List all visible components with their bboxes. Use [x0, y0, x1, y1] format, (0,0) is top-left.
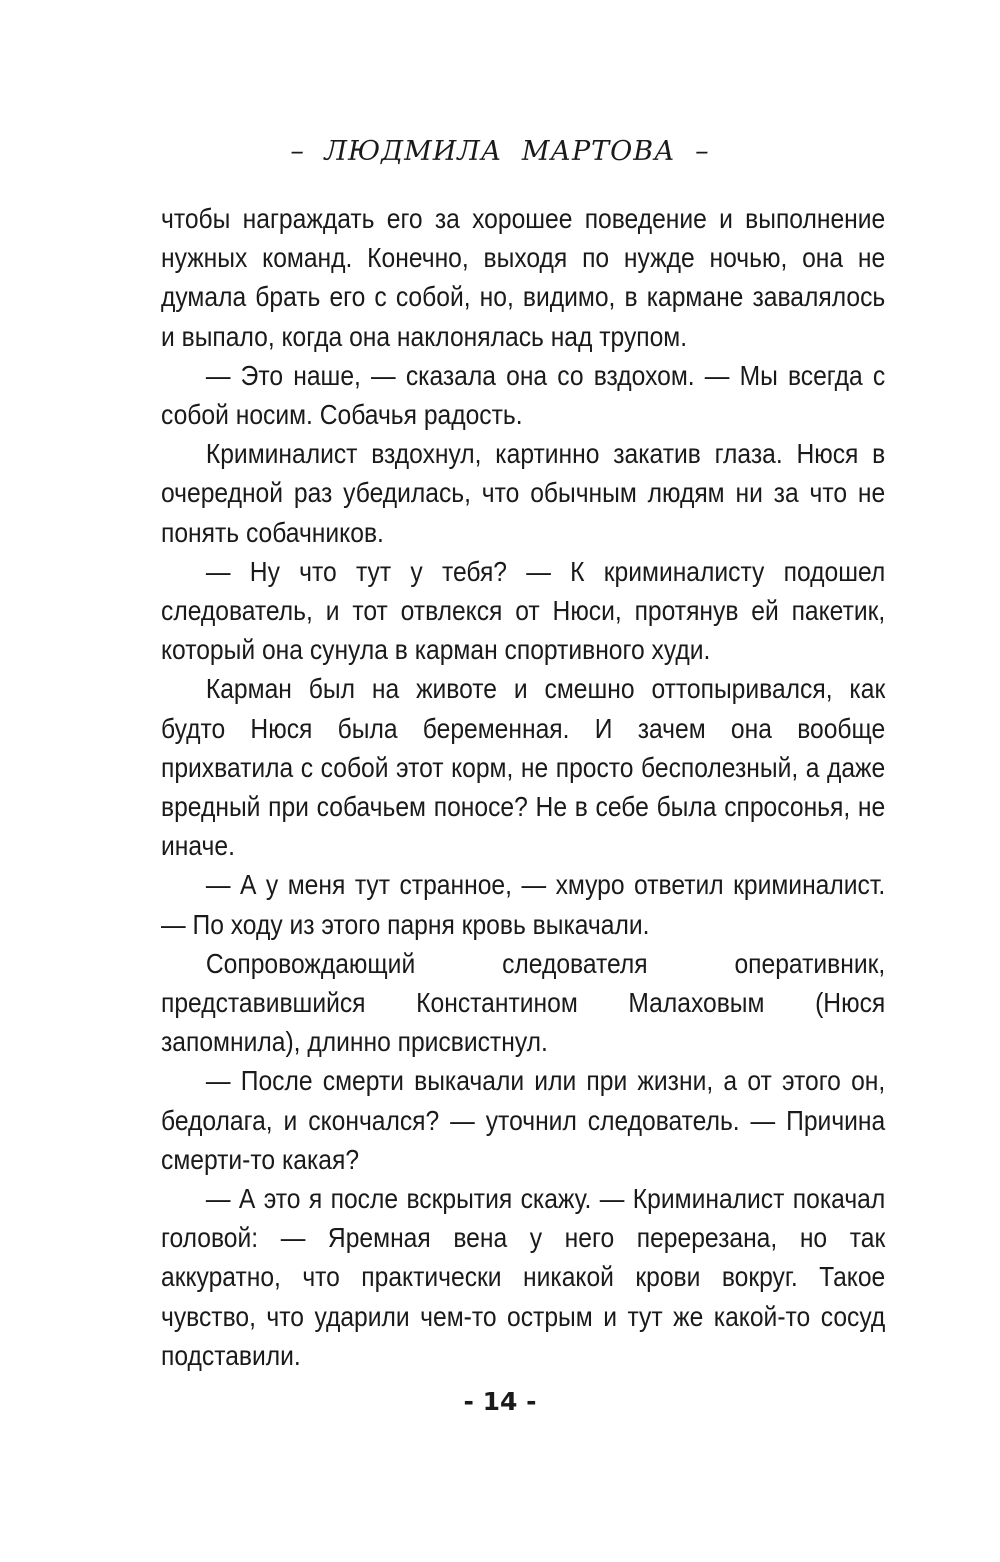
running-head: – ЛЮДМИЛА МАРТОВА – — [290, 136, 710, 167]
paragraph: Сопровождающий следователя оперативник, представившийся Константином Малаховым (Нюся запомнила), длинно присвистнул. — [161, 947, 886, 1058]
paragraph: — Это наше, — сказала она со вздохом. — Мы всегда с собой носим. Собачья радость. — [161, 359, 886, 431]
paragraph: Криминалист вздохнул, картинно закатив глаза. Нюся в очередной раз убедилась, что обычным людям ни за что не понять собачников. — [161, 438, 886, 548]
body-text — [161, 199, 885, 1375]
page-number: - 14 - — [463, 1387, 537, 1416]
paragraph: — А у меня тут странное, — хмуро ответил криминалист. — По ходу из этого парня кровь выкачали. — [161, 869, 886, 940]
paragraph: чтобы награждать его за хорошее поведение и выполнение нужных команд. Конечно, выходя по нужде ночью, она не думала брать его с собой, но, видимо, в кармане завалялось и выпало, когда она наклонялась над трупом. — [161, 203, 886, 352]
paragraph: Карман был на животе и смешно оттопыривался, как будто Нюся была беременная. И зачем она вообще прихватила с собой этот корм, не просто бесполезный, а даже вредный при собачьем поносе? Не в себе была спросонья, не иначе. — [161, 673, 886, 862]
paragraph: — После смерти выкачали или при жизни, а от этого он, бедолага, и скончался? — уточнил следователь. — Причина смерти-то какая? — [161, 1065, 886, 1175]
paragraph: — Ну что тут у тебя? — К криминалисту подошел следователь, и тот отвлекся от Нюси, протянув ей пакетик, который она сунула в карман спортивного худи. — [161, 555, 886, 666]
paragraph: — А это я после вскрытия скажу. — Криминалист покачал головой: — Яремная вена у него перерезана, но так аккуратно, что практически никакой крови вокруг. Такое чувство, что ударили чем-то острым и тут же какой-то сосуд подставили. — [161, 1183, 886, 1371]
